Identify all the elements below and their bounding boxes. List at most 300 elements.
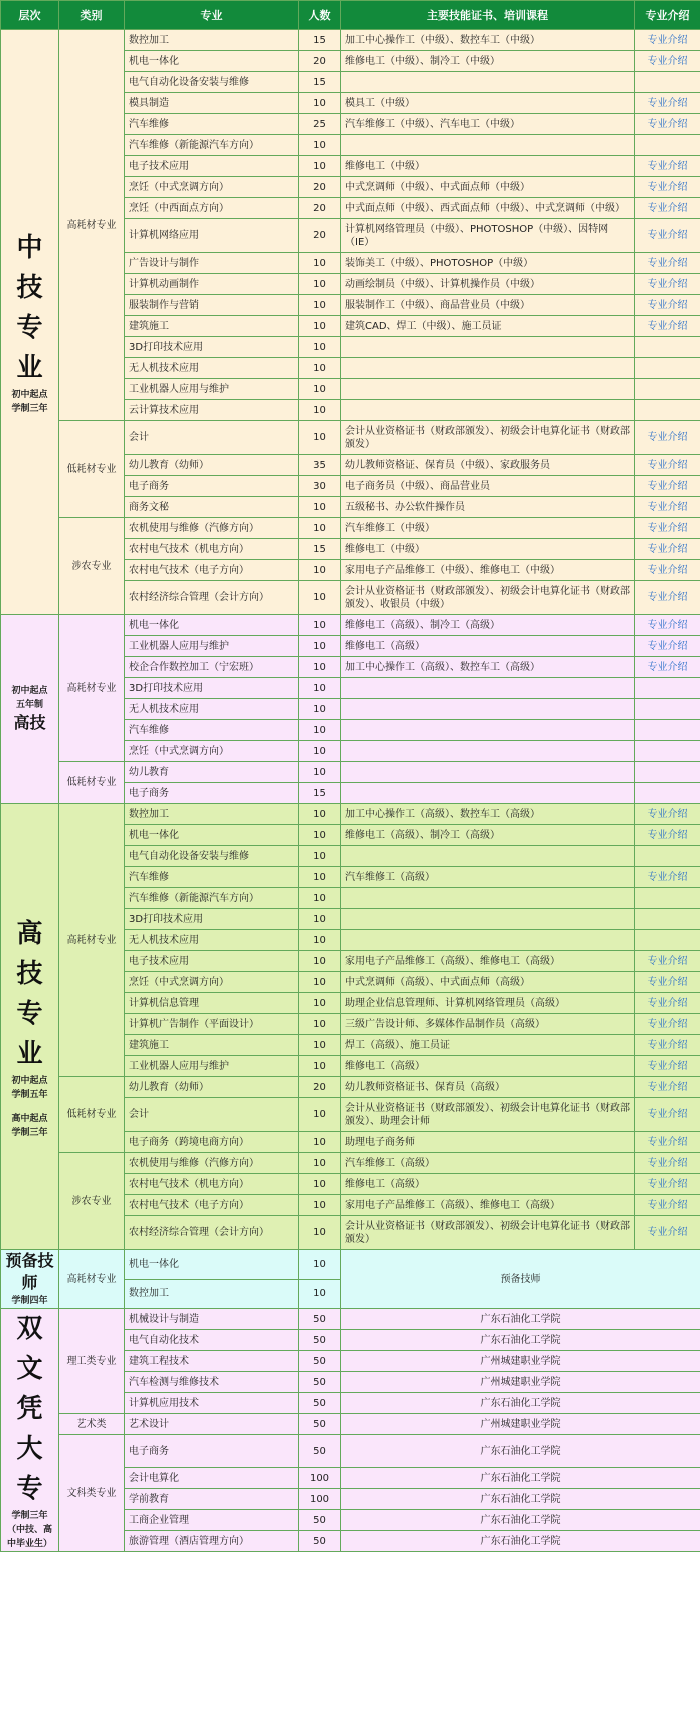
intro-link[interactable]: 专业介绍 bbox=[635, 825, 700, 846]
count-cell: 50 bbox=[299, 1393, 341, 1414]
level-text: 业 bbox=[16, 1038, 43, 1069]
intro-link[interactable]: 专业介绍 bbox=[635, 1153, 700, 1174]
major-cell: 汽车维修 bbox=[125, 867, 299, 888]
cert-cell: 三级广告设计师、多媒体作品制作员（高级） bbox=[341, 1014, 635, 1035]
level-text: 中毕业生） bbox=[6, 1539, 52, 1549]
major-cell: 无人机技术应用 bbox=[125, 699, 299, 720]
major-cell: 广告设计与制作 bbox=[125, 253, 299, 274]
cert-cell: 装饰美工（中级）、PHOTOSHOP（中级） bbox=[341, 253, 635, 274]
major-cell: 汽车检测与维修技术 bbox=[125, 1372, 299, 1393]
major-cell: 汽车维修 bbox=[125, 114, 299, 135]
count-cell: 10 bbox=[299, 421, 341, 455]
cert-cell: 汽车维修工（高级） bbox=[341, 867, 635, 888]
major-cell: 工业机器人应用与维护 bbox=[125, 1056, 299, 1077]
intro-empty bbox=[635, 762, 700, 783]
intro-empty bbox=[635, 379, 700, 400]
major-cell: 农村经济综合管理（会计方向） bbox=[125, 1216, 299, 1250]
intro-link[interactable]: 专业介绍 bbox=[635, 93, 700, 114]
count-cell: 10 bbox=[299, 762, 341, 783]
major-cell: 烹饪（中式烹调方向） bbox=[125, 177, 299, 198]
cert-cell: 会计从业资格证书（财政部颁发）、初级会计电算化证书（财政部颁发） bbox=[341, 1216, 635, 1250]
count-cell: 10 bbox=[299, 379, 341, 400]
level-text: 文 bbox=[16, 1354, 43, 1384]
cert-cell: 维修电工（高级） bbox=[341, 1056, 635, 1077]
major-cell: 工业机器人应用与维护 bbox=[125, 636, 299, 657]
level-text: 学制五年 bbox=[11, 1089, 48, 1100]
merged-cert-cell: 预备技师 bbox=[341, 1250, 700, 1309]
intro-empty bbox=[635, 699, 700, 720]
major-cell: 农机使用与维修（汽修方向） bbox=[125, 1153, 299, 1174]
count-cell: 25 bbox=[299, 114, 341, 135]
intro-link[interactable]: 专业介绍 bbox=[635, 476, 700, 497]
table-row bbox=[1, 1414, 700, 1435]
intro-link[interactable]: 专业介绍 bbox=[635, 657, 700, 678]
category-cell: 低耗材专业 bbox=[59, 421, 125, 518]
cert-cell: 汽车维修工（中级） bbox=[341, 518, 635, 539]
intro-link[interactable]: 专业介绍 bbox=[635, 804, 700, 825]
count-cell: 15 bbox=[299, 72, 341, 93]
major-cell: 计算机广告制作（平面设计） bbox=[125, 1014, 299, 1035]
major-cell: 机械设计与制造 bbox=[125, 1309, 299, 1330]
intro-link[interactable]: 专业介绍 bbox=[635, 636, 700, 657]
intro-link[interactable]: 专业介绍 bbox=[635, 560, 700, 581]
level-text: 专 bbox=[16, 1474, 43, 1504]
category-cell: 艺术类 bbox=[59, 1414, 125, 1435]
count-cell: 10 bbox=[299, 1216, 341, 1250]
major-cell: 农村电气技术（电子方向） bbox=[125, 560, 299, 581]
count-cell: 10 bbox=[299, 741, 341, 762]
category-cell: 低耗材专业 bbox=[59, 762, 125, 804]
cert-cell bbox=[341, 846, 635, 867]
major-cell: 机电一体化 bbox=[125, 825, 299, 846]
count-cell: 10 bbox=[299, 93, 341, 114]
count-cell: 10 bbox=[299, 156, 341, 177]
intro-link[interactable]: 专业介绍 bbox=[635, 972, 700, 993]
school-cell: 广东石油化工学院 bbox=[341, 1468, 700, 1489]
level-cell bbox=[1, 615, 59, 804]
header-level: 层次 bbox=[1, 1, 59, 30]
cert-cell bbox=[341, 783, 635, 804]
school-cell: 广东石油化工学院 bbox=[341, 1531, 700, 1552]
intro-link[interactable]: 专业介绍 bbox=[635, 1216, 700, 1250]
count-cell: 50 bbox=[299, 1330, 341, 1351]
major-cell: 数控加工 bbox=[125, 30, 299, 51]
cert-cell: 维修电工（中级）、制冷工（中级） bbox=[341, 51, 635, 72]
intro-empty bbox=[635, 400, 700, 421]
cert-cell bbox=[341, 337, 635, 358]
major-cell: 幼儿教育（幼师） bbox=[125, 455, 299, 476]
major-cell: 旅游管理（酒店管理方向） bbox=[125, 1531, 299, 1552]
header-category: 类别 bbox=[59, 1, 125, 30]
school-cell: 广东石油化工学院 bbox=[341, 1393, 700, 1414]
table-row bbox=[1, 1435, 700, 1468]
intro-empty bbox=[635, 358, 700, 379]
count-cell: 10 bbox=[299, 295, 341, 316]
count-cell: 10 bbox=[299, 678, 341, 699]
school-cell: 广东石油化工学院 bbox=[341, 1309, 700, 1330]
major-cell: 无人机技术应用 bbox=[125, 358, 299, 379]
level-text: 学制三年 bbox=[11, 1511, 48, 1521]
count-cell: 10 bbox=[299, 1195, 341, 1216]
cert-cell bbox=[341, 909, 635, 930]
count-cell: 10 bbox=[299, 497, 341, 518]
level-text: 技 bbox=[16, 958, 43, 989]
intro-empty bbox=[635, 678, 700, 699]
major-cell: 服装制作与营销 bbox=[125, 295, 299, 316]
major-cell: 电子商务 bbox=[125, 1435, 299, 1468]
level-cell bbox=[1, 1309, 59, 1552]
major-cell: 会计电算化 bbox=[125, 1468, 299, 1489]
category-cell: 高耗材专业 bbox=[59, 804, 125, 1077]
intro-link[interactable]: 专业介绍 bbox=[635, 1056, 700, 1077]
count-cell: 50 bbox=[299, 1309, 341, 1330]
major-cell: 烹饪（中式烹调方向） bbox=[125, 741, 299, 762]
level-text: 大 bbox=[16, 1434, 43, 1464]
count-cell: 10 bbox=[299, 518, 341, 539]
count-cell: 10 bbox=[299, 400, 341, 421]
category-cell: 高耗材专业 bbox=[59, 615, 125, 762]
count-cell: 20 bbox=[299, 177, 341, 198]
table-row bbox=[1, 615, 700, 636]
cert-cell: 家用电子产品维修工（中级）、维修电工（中级） bbox=[341, 560, 635, 581]
cert-cell bbox=[341, 135, 635, 156]
category-cell: 高耗材专业 bbox=[59, 30, 125, 421]
intro-link[interactable]: 专业介绍 bbox=[635, 1014, 700, 1035]
intro-empty bbox=[635, 846, 700, 867]
count-cell: 10 bbox=[299, 1279, 341, 1309]
cert-cell: 助理电子商务师 bbox=[341, 1132, 635, 1153]
major-cell: 电气自动化设备安装与维修 bbox=[125, 72, 299, 93]
header-major: 专业 bbox=[125, 1, 299, 30]
count-cell: 10 bbox=[299, 720, 341, 741]
intro-link[interactable]: 专业介绍 bbox=[635, 993, 700, 1014]
major-cell: 电子商务 bbox=[125, 783, 299, 804]
count-cell: 10 bbox=[299, 993, 341, 1014]
major-cell: 电气自动化技术 bbox=[125, 1330, 299, 1351]
count-cell: 15 bbox=[299, 30, 341, 51]
intro-link[interactable]: 专业介绍 bbox=[635, 1132, 700, 1153]
cert-cell: 焊工（高级）、施工员证 bbox=[341, 1035, 635, 1056]
intro-link[interactable]: 专业介绍 bbox=[635, 51, 700, 72]
intro-link[interactable]: 专业介绍 bbox=[635, 581, 700, 615]
level-text: 中 bbox=[16, 233, 43, 263]
category-cell: 高耗材专业 bbox=[59, 1250, 125, 1309]
major-cell: 机电一体化 bbox=[125, 615, 299, 636]
intro-link[interactable]: 专业介绍 bbox=[635, 867, 700, 888]
count-cell: 10 bbox=[299, 657, 341, 678]
major-cell: 商务文秘 bbox=[125, 497, 299, 518]
count-cell: 30 bbox=[299, 476, 341, 497]
count-cell: 100 bbox=[299, 1489, 341, 1510]
count-cell: 10 bbox=[299, 1250, 341, 1280]
school-cell: 广东石油化工学院 bbox=[341, 1330, 700, 1351]
major-cell: 3D打印技术应用 bbox=[125, 909, 299, 930]
count-cell: 10 bbox=[299, 699, 341, 720]
major-cell: 无人机技术应用 bbox=[125, 930, 299, 951]
count-cell: 10 bbox=[299, 135, 341, 156]
intro-link[interactable]: 专业介绍 bbox=[635, 177, 700, 198]
major-cell: 机电一体化 bbox=[125, 51, 299, 72]
intro-empty bbox=[635, 72, 700, 93]
intro-empty bbox=[635, 930, 700, 951]
cert-cell: 加工中心操作工（高级）、数控车工（高级） bbox=[341, 804, 635, 825]
major-cell: 机电一体化 bbox=[125, 1250, 299, 1280]
major-cell: 农村电气技术（机电方向） bbox=[125, 539, 299, 560]
major-cell: 汽车维修（新能源汽车方向） bbox=[125, 888, 299, 909]
count-cell: 10 bbox=[299, 846, 341, 867]
major-cell: 数控加工 bbox=[125, 804, 299, 825]
cert-cell: 中式烹调师（中级）、中式面点师（中级） bbox=[341, 177, 635, 198]
count-cell: 15 bbox=[299, 783, 341, 804]
intro-empty bbox=[635, 783, 700, 804]
cert-cell: 加工中心操作工（高级）、数控车工（高级） bbox=[341, 657, 635, 678]
count-cell: 10 bbox=[299, 560, 341, 581]
count-cell: 20 bbox=[299, 219, 341, 253]
category-cell: 涉农专业 bbox=[59, 1153, 125, 1250]
major-cell: 电子商务（跨境电商方向） bbox=[125, 1132, 299, 1153]
cert-cell: 会计从业资格证书（财政部颁发）、初级会计电算化证书（财政部颁发） bbox=[341, 421, 635, 455]
level-text: 初中起点 bbox=[11, 1075, 48, 1086]
count-cell: 50 bbox=[299, 1435, 341, 1468]
cert-cell bbox=[341, 358, 635, 379]
level-text: 五年制 bbox=[15, 700, 43, 710]
count-cell: 10 bbox=[299, 972, 341, 993]
count-cell: 10 bbox=[299, 1014, 341, 1035]
level-text: （中技、高 bbox=[6, 1525, 52, 1535]
major-cell: 汽车维修 bbox=[125, 720, 299, 741]
intro-link[interactable]: 专业介绍 bbox=[635, 253, 700, 274]
cert-cell: 中式烹调师（高级）、中式面点师（高级） bbox=[341, 972, 635, 993]
cert-cell: 汽车维修工（高级） bbox=[341, 1153, 635, 1174]
category-cell: 涉农专业 bbox=[59, 518, 125, 615]
major-cell: 学前教育 bbox=[125, 1489, 299, 1510]
major-cell: 模具制造 bbox=[125, 93, 299, 114]
major-cell: 建筑施工 bbox=[125, 1035, 299, 1056]
cert-cell: 模具工（中级） bbox=[341, 93, 635, 114]
intro-empty bbox=[635, 720, 700, 741]
intro-link[interactable]: 专业介绍 bbox=[635, 497, 700, 518]
cert-cell: 幼儿教师资格证、保育员（中级）、家政服务员 bbox=[341, 455, 635, 476]
intro-link[interactable]: 专业介绍 bbox=[635, 274, 700, 295]
cert-cell: 助理企业信息管理师、计算机网络管理员（高级） bbox=[341, 993, 635, 1014]
major-cell: 3D打印技术应用 bbox=[125, 678, 299, 699]
cert-cell: 建筑CAD、焊工（中级）、施工员证 bbox=[341, 316, 635, 337]
cert-cell bbox=[341, 720, 635, 741]
category-cell: 理工类专业 bbox=[59, 1309, 125, 1414]
level-text: 专 bbox=[16, 998, 43, 1029]
count-cell: 10 bbox=[299, 867, 341, 888]
intro-link[interactable]: 专业介绍 bbox=[635, 1098, 700, 1132]
count-cell: 10 bbox=[299, 888, 341, 909]
intro-link[interactable]: 专业介绍 bbox=[635, 1077, 700, 1098]
major-cell: 建筑施工 bbox=[125, 316, 299, 337]
major-cell: 电子商务 bbox=[125, 476, 299, 497]
school-cell: 广州城建职业学院 bbox=[341, 1414, 700, 1435]
intro-link[interactable]: 专业介绍 bbox=[635, 1174, 700, 1195]
intro-link[interactable]: 专业介绍 bbox=[635, 421, 700, 455]
level-text: 业 bbox=[16, 353, 43, 383]
school-cell: 广东石油化工学院 bbox=[341, 1489, 700, 1510]
count-cell: 10 bbox=[299, 1035, 341, 1056]
major-cell: 计算机网络应用 bbox=[125, 219, 299, 253]
intro-empty bbox=[635, 741, 700, 762]
level-text: 双 bbox=[16, 1314, 43, 1344]
cert-cell: 会计从业资格证书（财政部颁发）、初级会计电算化证书（财政部颁发）、收银员（中级） bbox=[341, 581, 635, 615]
table-row bbox=[1, 1250, 700, 1280]
count-cell: 10 bbox=[299, 1132, 341, 1153]
intro-link[interactable]: 专业介绍 bbox=[635, 539, 700, 560]
major-cell: 数控加工 bbox=[125, 1279, 299, 1309]
level-text bbox=[3, 1102, 56, 1112]
school-cell: 广东石油化工学院 bbox=[341, 1510, 700, 1531]
school-cell: 广州城建职业学院 bbox=[341, 1372, 700, 1393]
cert-cell: 幼儿教师资格证书、保育员（高级） bbox=[341, 1077, 635, 1098]
intro-empty bbox=[635, 135, 700, 156]
cert-cell: 动画绘制员（中级）、计算机操作员（中级） bbox=[341, 274, 635, 295]
level-text: 技 bbox=[16, 273, 43, 303]
cert-cell: 维修电工（高级） bbox=[341, 636, 635, 657]
cert-cell: 五级秘书、办公软件操作员 bbox=[341, 497, 635, 518]
count-cell: 10 bbox=[299, 636, 341, 657]
count-cell: 20 bbox=[299, 198, 341, 219]
count-cell: 10 bbox=[299, 1098, 341, 1132]
level-text: 高技 bbox=[13, 713, 46, 732]
cert-cell: 维修电工（中级） bbox=[341, 156, 635, 177]
major-cell: 农村电气技术（机电方向） bbox=[125, 1174, 299, 1195]
level-text: 学制四年 bbox=[11, 1296, 48, 1306]
level-text: 初中起点 bbox=[11, 686, 48, 696]
count-cell: 50 bbox=[299, 1414, 341, 1435]
cert-cell bbox=[341, 400, 635, 421]
count-cell: 35 bbox=[299, 455, 341, 476]
major-cell: 会计 bbox=[125, 421, 299, 455]
intro-link[interactable]: 专业介绍 bbox=[635, 1195, 700, 1216]
table-row bbox=[1, 421, 700, 455]
major-cell: 计算机信息管理 bbox=[125, 993, 299, 1014]
intro-link[interactable]: 专业介绍 bbox=[635, 316, 700, 337]
header-certificates: 主要技能证书、培训课程 bbox=[341, 1, 635, 30]
major-cell: 计算机动画制作 bbox=[125, 274, 299, 295]
intro-link[interactable]: 专业介绍 bbox=[635, 219, 700, 253]
level-text: 预备技师 bbox=[5, 1251, 54, 1292]
level-cell bbox=[1, 30, 59, 615]
intro-link[interactable]: 专业介绍 bbox=[635, 615, 700, 636]
table-row bbox=[1, 762, 700, 783]
count-cell: 20 bbox=[299, 51, 341, 72]
intro-link[interactable]: 专业介绍 bbox=[635, 455, 700, 476]
cert-cell bbox=[341, 741, 635, 762]
major-cell: 校企合作数控加工（宁宏班） bbox=[125, 657, 299, 678]
count-cell: 10 bbox=[299, 804, 341, 825]
count-cell: 10 bbox=[299, 1174, 341, 1195]
cert-cell bbox=[341, 678, 635, 699]
cert-cell: 服装制作工（中级）、商品营业员（中级） bbox=[341, 295, 635, 316]
table-row bbox=[1, 30, 700, 51]
intro-empty bbox=[635, 909, 700, 930]
cert-cell: 电子商务员（中级）、商品营业员 bbox=[341, 476, 635, 497]
count-cell: 10 bbox=[299, 253, 341, 274]
major-cell: 云计算技术应用 bbox=[125, 400, 299, 421]
cert-cell: 维修电工（高级）、制冷工（高级） bbox=[341, 615, 635, 636]
major-cell: 农村经济综合管理（会计方向） bbox=[125, 581, 299, 615]
major-cell: 烹饪（中西面点方向） bbox=[125, 198, 299, 219]
count-cell: 10 bbox=[299, 1056, 341, 1077]
major-cell: 艺术设计 bbox=[125, 1414, 299, 1435]
level-text: 高 bbox=[16, 918, 43, 949]
cert-cell bbox=[341, 699, 635, 720]
intro-link[interactable]: 专业介绍 bbox=[635, 156, 700, 177]
count-cell: 50 bbox=[299, 1510, 341, 1531]
major-cell: 电气自动化设备安装与维修 bbox=[125, 846, 299, 867]
cert-cell: 会计从业资格证书（财政部颁发）、初级会计电算化证书（财政部颁发）、助理会计师 bbox=[341, 1098, 635, 1132]
cert-cell bbox=[341, 762, 635, 783]
category-cell: 文科类专业 bbox=[59, 1435, 125, 1552]
count-cell: 10 bbox=[299, 581, 341, 615]
major-cell: 农村电气技术（电子方向） bbox=[125, 1195, 299, 1216]
count-cell: 20 bbox=[299, 1077, 341, 1098]
major-cell: 汽车维修（新能源汽车方向） bbox=[125, 135, 299, 156]
intro-link[interactable]: 专业介绍 bbox=[635, 30, 700, 51]
major-cell: 幼儿教育（幼师） bbox=[125, 1077, 299, 1098]
table-row bbox=[1, 1077, 700, 1098]
cert-cell: 家用电子产品维修工（高级）、维修电工（高级） bbox=[341, 951, 635, 972]
count-cell: 10 bbox=[299, 337, 341, 358]
header-intro: 专业介绍 bbox=[635, 1, 700, 30]
major-cell: 农机使用与维修（汽修方向） bbox=[125, 518, 299, 539]
count-cell: 10 bbox=[299, 951, 341, 972]
major-cell: 计算机应用技术 bbox=[125, 1393, 299, 1414]
count-cell: 10 bbox=[299, 825, 341, 846]
count-cell: 15 bbox=[299, 539, 341, 560]
cert-cell bbox=[341, 888, 635, 909]
table-row bbox=[1, 518, 700, 539]
intro-link[interactable]: 专业介绍 bbox=[635, 114, 700, 135]
count-cell: 10 bbox=[299, 316, 341, 337]
level-cell bbox=[1, 1250, 59, 1309]
cert-cell: 维修电工（高级） bbox=[341, 1174, 635, 1195]
count-cell: 10 bbox=[299, 930, 341, 951]
intro-link[interactable]: 专业介绍 bbox=[635, 295, 700, 316]
cert-cell bbox=[341, 72, 635, 93]
count-cell: 100 bbox=[299, 1468, 341, 1489]
intro-empty bbox=[635, 337, 700, 358]
intro-link[interactable]: 专业介绍 bbox=[635, 951, 700, 972]
major-cell: 工业机器人应用与维护 bbox=[125, 379, 299, 400]
count-cell: 50 bbox=[299, 1351, 341, 1372]
count-cell: 10 bbox=[299, 615, 341, 636]
table-row bbox=[1, 1153, 700, 1174]
intro-link[interactable]: 专业介绍 bbox=[635, 198, 700, 219]
level-text: 专 bbox=[16, 313, 43, 343]
intro-link[interactable]: 专业介绍 bbox=[635, 518, 700, 539]
count-cell: 10 bbox=[299, 274, 341, 295]
count-cell: 10 bbox=[299, 358, 341, 379]
major-cell: 烹饪（中式烹调方向） bbox=[125, 972, 299, 993]
cert-cell: 加工中心操作工（中级）、数控车工（中级） bbox=[341, 30, 635, 51]
intro-link[interactable]: 专业介绍 bbox=[635, 1035, 700, 1056]
level-text: 初中起点 bbox=[11, 390, 48, 400]
school-cell: 广州城建职业学院 bbox=[341, 1351, 700, 1372]
major-cell: 电子技术应用 bbox=[125, 156, 299, 177]
cert-cell bbox=[341, 379, 635, 400]
count-cell: 50 bbox=[299, 1372, 341, 1393]
cert-cell: 维修电工（中级） bbox=[341, 539, 635, 560]
level-text: 学制三年 bbox=[11, 1127, 48, 1138]
level-text: 高中起点 bbox=[11, 1113, 48, 1124]
major-cell: 幼儿教育 bbox=[125, 762, 299, 783]
count-cell: 10 bbox=[299, 909, 341, 930]
level-text: 学制三年 bbox=[11, 404, 48, 414]
